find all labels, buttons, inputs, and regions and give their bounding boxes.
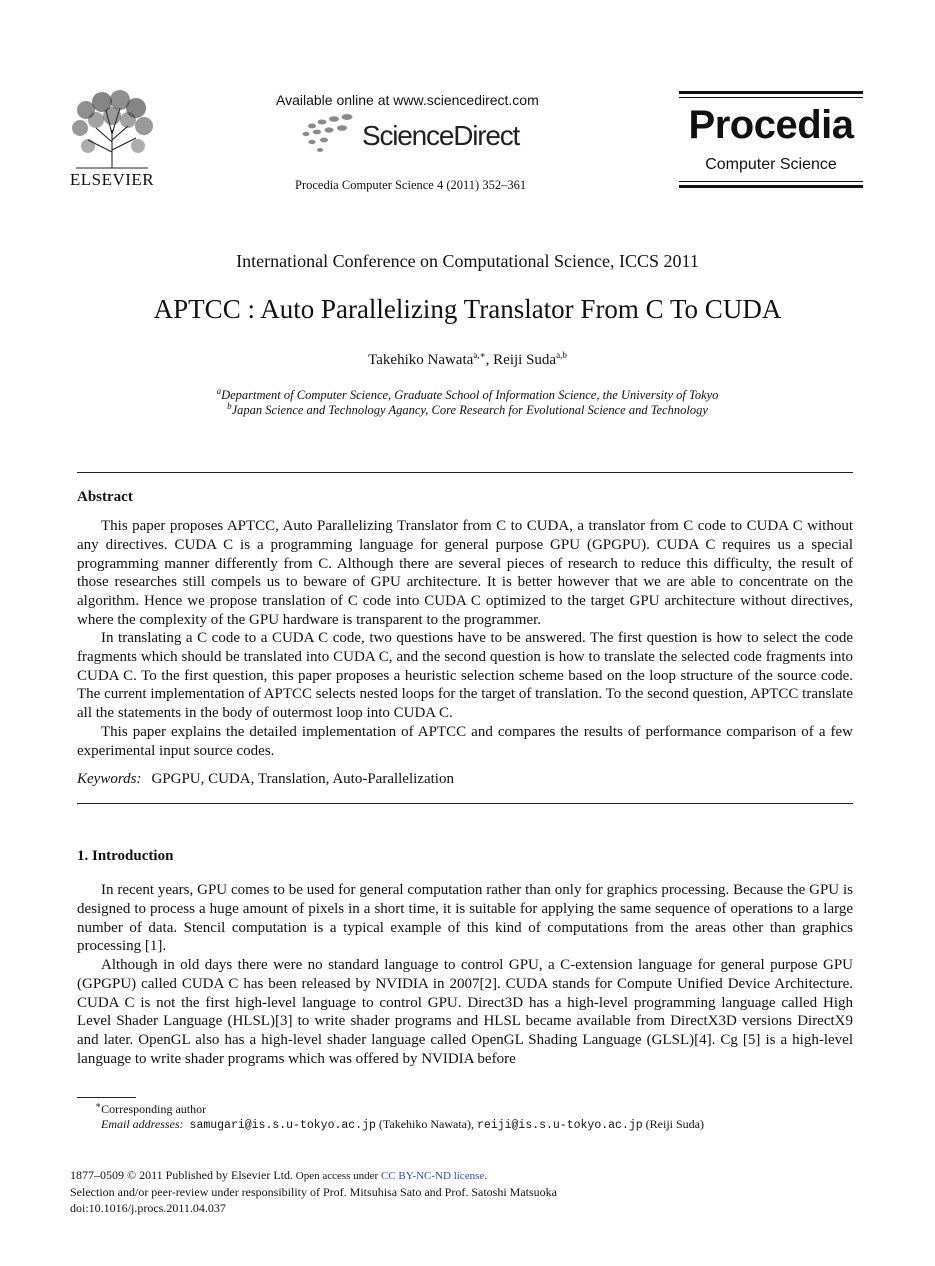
keywords [77, 771, 454, 788]
elsevier-wordmark: ELSEVIER [69, 170, 155, 189]
copyright-line [70, 1168, 487, 1183]
affiliation-mark: b [227, 400, 232, 411]
abstract-paragraph: In translating a C code to a CUDA C code, two questions have to be answered. The first question is how to select the code fragments which should be translated into CUDA C, and the second question is how to translate the selected code fragments into CUDA C. To the first question, this paper proposes a heuristic selection scheme based on the loop structure of the source code. The current implementation of APTCC selects nested loops for the target of translation. To the second question, APTCC translate all the statements in the body of outermost loop into CUDA C. [77, 630, 853, 721]
email-owner: (Takehiko Nawata), [375, 1117, 478, 1131]
abstract-paragraph: This paper proposes APTCC, Auto Parallelizing Translator from C to CUDA, a translator from C code to CUDA C without any directives. CUDA C is a programming language for general purpose GPU (GPGPU). CUDA C requires us a special programming manner differently from C. Although there are several pieces of research to reduce this difficulty, the result of those researches still compels us to beware of GPU architecture. It is better however that we are able to concentrate on the algorithm. Hence we propose translation of C code into CUDA C optimized to the target GPU architecture without directives, where the complexity of the GPU hardware is transparent to the programmer. [77, 518, 853, 628]
elsevier-logo [66, 90, 158, 190]
abstract-paragraph: This paper explains the detailed implementation of APTCC and compares the results of performance comparison of a few experimental input source codes. [77, 724, 853, 759]
corresponding-text: Corresponding author [101, 1102, 207, 1116]
abstract-bottom-rule [77, 803, 853, 804]
paper-title: APTCC : Auto Parallelizing Translator From C To CUDA [153, 294, 782, 324]
introduction-heading: 1. Introduction [77, 848, 174, 864]
doi-link[interactable]: doi:10.1016/j.procs.2011.04.037 [70, 1201, 226, 1215]
sciencedirect-logo[interactable] [300, 112, 540, 157]
author-affiliation-mark: a,∗ [473, 350, 486, 360]
keywords-label: Keywords: [77, 771, 142, 787]
procedia-subtitle: Computer Science [705, 156, 837, 173]
affiliation-text: Department of Computer Science, Graduate School of Information Science, the University of Tokyo [221, 388, 719, 402]
email-owner: (Reiji Suda) [642, 1117, 704, 1131]
procedia-top-rule [679, 91, 863, 94]
author-name: Reiji Suda [493, 352, 557, 368]
corresponding-author-note [95, 1102, 206, 1117]
keywords-list: GPGPU, CUDA, Translation, Auto-Parallelization [151, 771, 454, 787]
email-label: Email addresses: [101, 1117, 184, 1131]
sciencedirect-dots-icon [300, 112, 360, 157]
affiliation-mark: a [216, 385, 222, 396]
peer-review-note: Selection and/or peer-review under responsibility of Prof. Mitsuhisa Sato and Prof. Satoshi Matsuoka [70, 1185, 558, 1199]
affiliation-text: Japan Science and Technology Agancy, Core Research for Evolutional Science and Technology [231, 403, 708, 417]
affiliation-b [0, 400, 935, 418]
procedia-title: Procedia [688, 103, 854, 147]
procedia-logo [679, 91, 863, 190]
conference-name: International Conference on Computational Science, ICCS 2011 [236, 251, 699, 271]
abstract-heading: Abstract [77, 489, 133, 505]
corresponding-mark: ∗ [95, 1100, 102, 1110]
author-separator: , [485, 352, 494, 368]
email-addresses-note [101, 1117, 704, 1132]
footnote-rule [77, 1097, 136, 1098]
email-link[interactable]: reiji@is.s.u-tokyo.ac.jp [477, 1119, 643, 1132]
abstract-top-rule [77, 472, 853, 473]
procedia-bottom-thin-rule [679, 181, 863, 182]
sciencedirect-wordmark: ScienceDirect [362, 120, 520, 151]
open-access-text: Open access under [293, 1170, 381, 1182]
email-link[interactable]: samugari@is.s.u-tokyo.ac.jp [189, 1119, 376, 1132]
license-link[interactable]: CC BY-NC-ND license. [380, 1170, 487, 1182]
introduction-paragraph: Although in old days there were no standard language to control GPU, a C-extension language for general purpose GPU (GPGPU) called CUDA C has been released by NVIDIA in 2007[2]. CUDA stands for Compute Unified Device Architecture. CUDA C is not the first high-level language to control GPU. Direct3D has a high-level programming language called High Level Shader Language (HLSL)[3] to write shader programs and HLSL became available from DirectX3D versions DirectX9 and later. OpenGL also has a high-level shader language called OpenGL Shading Language (GLSL)[4]. Cg [5] is a high-level language to write shader programs which was offered by NVIDIA before [77, 957, 853, 1067]
procedia-top-thin-rule [679, 97, 863, 98]
author-list [0, 352, 935, 369]
copyright-text: 1877–0509 © 2011 Published by Elsevier Ltd. [70, 1168, 293, 1182]
journal-reference: Procedia Computer Science 4 (2011) 352–361 [295, 178, 527, 192]
affiliation-a [0, 385, 935, 403]
available-online-text[interactable]: Available online at www.sciencedirect.com [276, 92, 539, 108]
author-name: Takehiko Nawata [368, 352, 474, 368]
author-affiliation-mark: a,b [556, 350, 567, 360]
elsevier-tree-icon [66, 90, 158, 170]
introduction-paragraph: In recent years, GPU comes to be used for general computation rather than only for graphics processing. Because the GPU is designed to process a huge amount of pixels in a short time, it is suitable for applying the same sequence of operations to a large number of data. Stencil computation is a typical example of this kind of computations from the areas other than graphics processing [1]. [77, 882, 853, 955]
procedia-bottom-rule [679, 185, 863, 188]
